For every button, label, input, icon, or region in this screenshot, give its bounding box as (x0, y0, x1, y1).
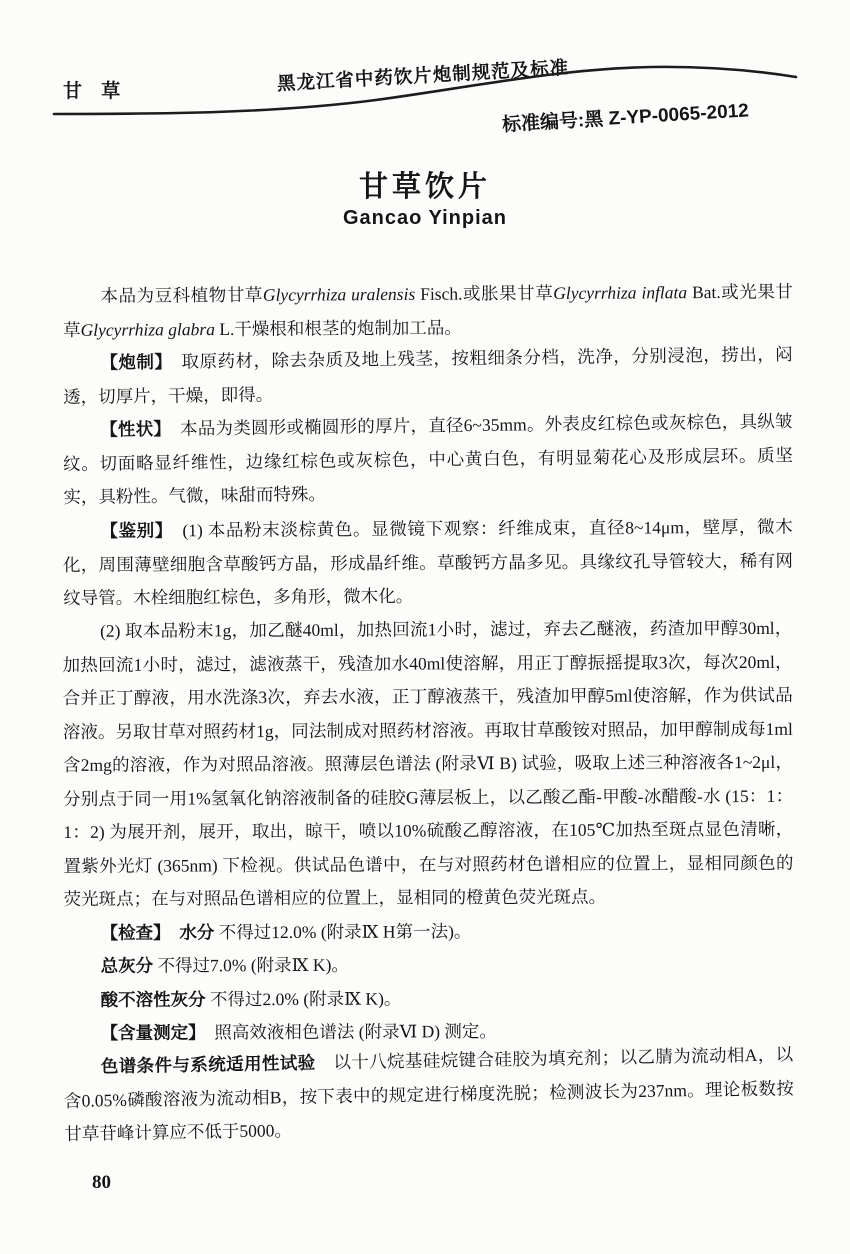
latin-name-glabra: Glycyrrhiza glabra (80, 318, 215, 340)
intro-text: 本品为豆科植物甘草 (100, 284, 263, 306)
jianbie-1-text: (1) 本品粉末淡棕黄色。显微镜下观察：纤维成束，直径8~14μm，壁厚，微木化，周围薄壁细胞含草酸钙方晶，形成晶纤维。草酸钙方晶多见。具缘纹孔导管较大，稀有网纹导管。木栓细胞红棕色，多角形，微木化。 (62, 516, 794, 608)
latin-name-uralensis: Glycyrrhiza uralensis (262, 283, 416, 305)
shuifen-limit-text: 不得过12.0% (附录Ⅸ H第一法)。 (214, 920, 472, 942)
title-pinyin: Gancao Yinpian (342, 207, 508, 229)
section-label-jianbie: 【鉴别】 (100, 519, 165, 541)
paragraph-suan-huifen (63, 980, 793, 1017)
item-label-sepu-tiaojian: 色谱条件与系统适用性试验 (100, 1052, 316, 1076)
paragraph-jianbie-1 (63, 510, 794, 615)
zong-huifen-limit-text: 不得过7.0% (附录Ⅸ K)。 (153, 954, 349, 976)
paozhi-text: 取原药材，除去杂质及地上残茎，按粗细条分档，洗净，分别浸泡，捞出，闷透，切厚片，干燥，即得。 (63, 344, 793, 407)
intro-text: Bat.或光果甘草 (63, 281, 793, 340)
jianbie-2-text: (2) 取本品粉末1g，加乙醚40ml，加热回流1小时，滤过，弃去乙醚液，药渣加甲醇30ml，加热回流1小时，滤过，滤液蒸干，残渣加水40ml使溶解，用正丁醇振摇提取3次，每次20ml，合并正丁醇液，用水洗涤3次，弃去水液，正丁醇液蒸干，残渣加甲醇5ml使溶解，作为供试品溶液。另取甘草对照药材1g，同法制成对照药材溶液。再取甘草酸铵对照品，加甲醇制成每1ml含2mg的溶液，作为对照品溶液。照薄层色谱法 (附录Ⅵ B) 试验，吸取上述三种溶液各1~2μl，分别点于同一用1%氢氧化钠溶液制备的硅胶G薄层板上，以乙酸乙酯-甲酸-冰醋酸-水 (15：1：1：2) 为展开剂，展开，取出，晾干，喷以10%硫酸乙醇溶液，在105℃加热至斑点显色清晰，置紫外光灯 (365nm) 下检视。供试品色谱中，在与对照药材色谱相应的位置上，显相同颜色的荧光斑点；在与对照品色谱相应的位置上，显相同的橙黄色荧光斑点。 (62, 617, 794, 909)
xingzhuang-text: 本品为类圆形或椭圆形的厚片，直径6~35mm。外表皮红棕色或灰棕色，具纵皱纹。切面略显纤维性，边缘红棕色或灰棕色，中心黄白色，有明显菊花心及形成层环。质坚实，具粉性。气微，味甜而特殊。 (62, 411, 794, 507)
document-body (63, 280, 793, 1151)
hanliang-text: 照高效液相色谱法 (附录Ⅵ D) 测定。 (196, 1021, 497, 1043)
section-label-jiancha: 【检查】 (100, 922, 162, 943)
paragraph-intro (63, 276, 793, 347)
paragraph-paozhi (63, 338, 794, 414)
page-title: 甘草饮片 (358, 171, 491, 203)
section-label-hanliang: 【含量测定】 (100, 1022, 197, 1043)
running-head-drug-name: 甘 草 (63, 81, 128, 102)
suan-huifen-limit-text: 不得过2.0% (附录Ⅸ K)。 (205, 988, 402, 1009)
page-number: 80 (92, 1172, 111, 1193)
page-header (0, 0, 850, 150)
intro-text: L.干燥根和根茎的炮制加工品。 (214, 317, 462, 339)
section-label-paozhi: 【炮制】 (100, 351, 164, 373)
intro-text: Fisch.或胀果甘草 (415, 283, 554, 304)
sepu-tiaojian-text: 以十八烷基硅烷键合硅胶为填充剂；以乙腈为流动相A，以含0.05%磷酸溶液为流动相B，按下表中的规定进行梯度洗脱；检测波长为237nm。理论板数按甘草苷峰计算应不低于5000。 (63, 1043, 794, 1144)
standard-number: 标准编号:黑 Z-YP-0065-2012 (501, 100, 750, 136)
item-label-zong-huifen: 总灰分 (100, 955, 154, 976)
paragraph-jianbie-2 (62, 612, 793, 917)
paragraph-zong-huifen (63, 947, 793, 984)
section-label-xingzhuang: 【性状】 (100, 418, 163, 440)
item-label-suan-huifen: 酸不溶性灰分 (100, 988, 206, 1010)
running-head-book-title: 黑龙江省中药饮片炮制规范及标准 (276, 56, 570, 94)
paragraph-jiancha (63, 913, 793, 950)
paragraph-xingzhuang (62, 405, 793, 514)
paragraph-sepu-tiaojian (63, 1038, 795, 1151)
latin-name-inflata: Glycyrrhiza inflata (553, 282, 688, 304)
item-label-shuifen: 水分 (161, 921, 215, 943)
